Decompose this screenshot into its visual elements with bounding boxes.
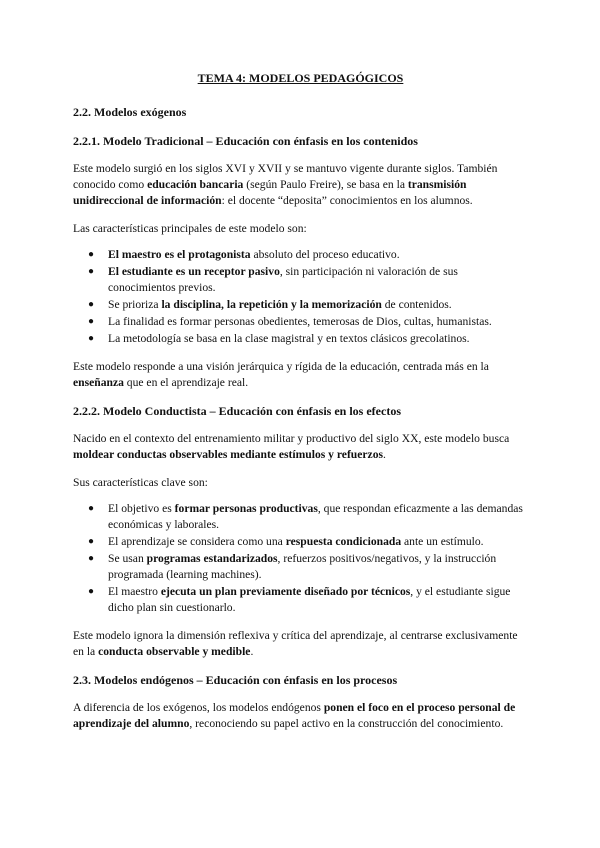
bold-run: respuesta condicionada xyxy=(285,535,402,548)
bullet-icon: ● xyxy=(88,586,95,597)
bullet-icon: ● xyxy=(88,266,95,277)
section-2-3-heading: 2.3. Modelos endógenos – Educación con énfasis en los procesos xyxy=(73,673,398,687)
section-2-2-heading: 2.2. Modelos exógenos xyxy=(73,105,187,119)
bullet-icon: ● xyxy=(88,536,95,547)
behaviorist-paragraph xyxy=(73,431,528,463)
list-item xyxy=(88,584,528,616)
bold-run: educación bancaria xyxy=(147,178,244,191)
bold-run: El estudiante es un receptor pasivo xyxy=(108,265,280,278)
text-run: , y el estudiante sigue dicho plan sin cuestionarlo. xyxy=(108,585,511,614)
text-run: , refuerzos positivos/negativos, y la instrucción programada (learning machines). xyxy=(108,552,497,581)
list-item xyxy=(88,331,528,347)
bold-run: El maestro es el protagonista xyxy=(108,248,251,261)
section-2-2-2-heading: 2.2.2. Modelo Conductista – Educación con énfasis en los efectos xyxy=(73,404,401,418)
text-run: ante un estímulo. xyxy=(401,535,484,548)
text-run: La finalidad es formar personas obedientes, temerosas de Dios, cultas, humanistas. xyxy=(108,315,492,328)
text-run: , sin participación ni valoración de sus conocimientos previos. xyxy=(108,265,458,294)
traditional-paragraph xyxy=(73,161,528,209)
list-item xyxy=(88,297,528,313)
bullet-icon: ● xyxy=(88,333,95,344)
bold-run: conducta observable y medible xyxy=(98,645,251,658)
list-item xyxy=(88,534,528,550)
bullet-icon: ● xyxy=(88,299,95,310)
bold-run: transmisión unidireccional de información xyxy=(73,178,467,207)
text-run: Este modelo responde a una visión jerárquica y rígida de la educación, centrada más en la xyxy=(73,360,489,373)
bold-run: ponen el foco en el proceso personal de aprendizaje del alumno xyxy=(73,701,516,730)
behaviorist-intro: Sus características clave son: xyxy=(73,476,208,489)
text-run: El aprendizaje se considera como una xyxy=(108,535,286,548)
section-2-2-1-heading: 2.2.1. Modelo Tradicional – Educación con énfasis en los contenidos xyxy=(73,134,418,148)
bullet-icon: ● xyxy=(88,316,95,327)
list-item xyxy=(88,314,528,330)
list-item xyxy=(88,501,528,533)
text-run: A diferencia de los exógenos, los modelos endógenos xyxy=(73,701,324,714)
doc-title: TEMA 4: MODELOS PEDAGÓGICOS xyxy=(197,71,404,85)
traditional-intro: Las características principales de este modelo son: xyxy=(73,222,307,235)
text-run: absoluto del proceso educativo. xyxy=(250,248,400,261)
text-run: (según Paulo Freire), se basa en la xyxy=(243,178,408,191)
text-run: . xyxy=(250,645,254,658)
text-run: Se prioriza xyxy=(108,298,162,311)
bold-run: formar personas productivas xyxy=(174,502,318,515)
bold-run: la disciplina, la repetición y la memorización xyxy=(161,298,382,311)
bold-run: enseñanza xyxy=(73,376,124,389)
text-run: : el docente “deposita” conocimientos en los alumnos. xyxy=(221,194,473,207)
bold-run: programas estandarizados xyxy=(146,552,278,565)
traditional-closing xyxy=(73,359,528,391)
text-run: Se usan xyxy=(108,552,147,565)
list-item xyxy=(88,247,528,263)
bold-run: ejecuta un plan previamente diseñado por técnicos xyxy=(160,585,411,598)
bold-run: moldear conductas observables mediante estímulos y refuerzos xyxy=(73,448,383,461)
text-run: Nacido en el contexto del entrenamiento militar y productivo del siglo XX, este modelo busca xyxy=(73,432,510,445)
bullet-icon: ● xyxy=(88,553,95,564)
bullet-icon: ● xyxy=(88,503,95,514)
behaviorist-closing xyxy=(73,628,528,660)
text-run: El objetivo es xyxy=(108,502,175,515)
traditional-bullet-list xyxy=(73,247,528,347)
endogenous-paragraph xyxy=(73,700,528,732)
document-body xyxy=(73,70,528,744)
text-run: Este modelo ignora la dimensión reflexiva y crítica del aprendizaje, al centrarse exclusivamente en la xyxy=(73,629,518,658)
text-run: Este modelo surgió en los siglos XVI y XVII y se mantuvo vigente durante siglos. También conocido como xyxy=(73,162,498,191)
behaviorist-bullet-list xyxy=(73,501,528,616)
text-run: , que respondan eficazmente a las demandas económicas y laborales. xyxy=(108,502,523,531)
text-run: de contenidos. xyxy=(381,298,452,311)
text-run: , reconociendo su papel activo en la construcción del conocimiento. xyxy=(189,717,504,730)
list-item xyxy=(88,551,528,583)
text-run: La metodología se basa en la clase magistral y en textos clásicos grecolatinos. xyxy=(108,332,470,345)
bullet-icon: ● xyxy=(88,249,95,260)
list-item xyxy=(88,264,528,296)
text-run: que en el aprendizaje real. xyxy=(123,376,249,389)
text-run: . xyxy=(383,448,386,461)
text-run: El maestro xyxy=(108,585,161,598)
